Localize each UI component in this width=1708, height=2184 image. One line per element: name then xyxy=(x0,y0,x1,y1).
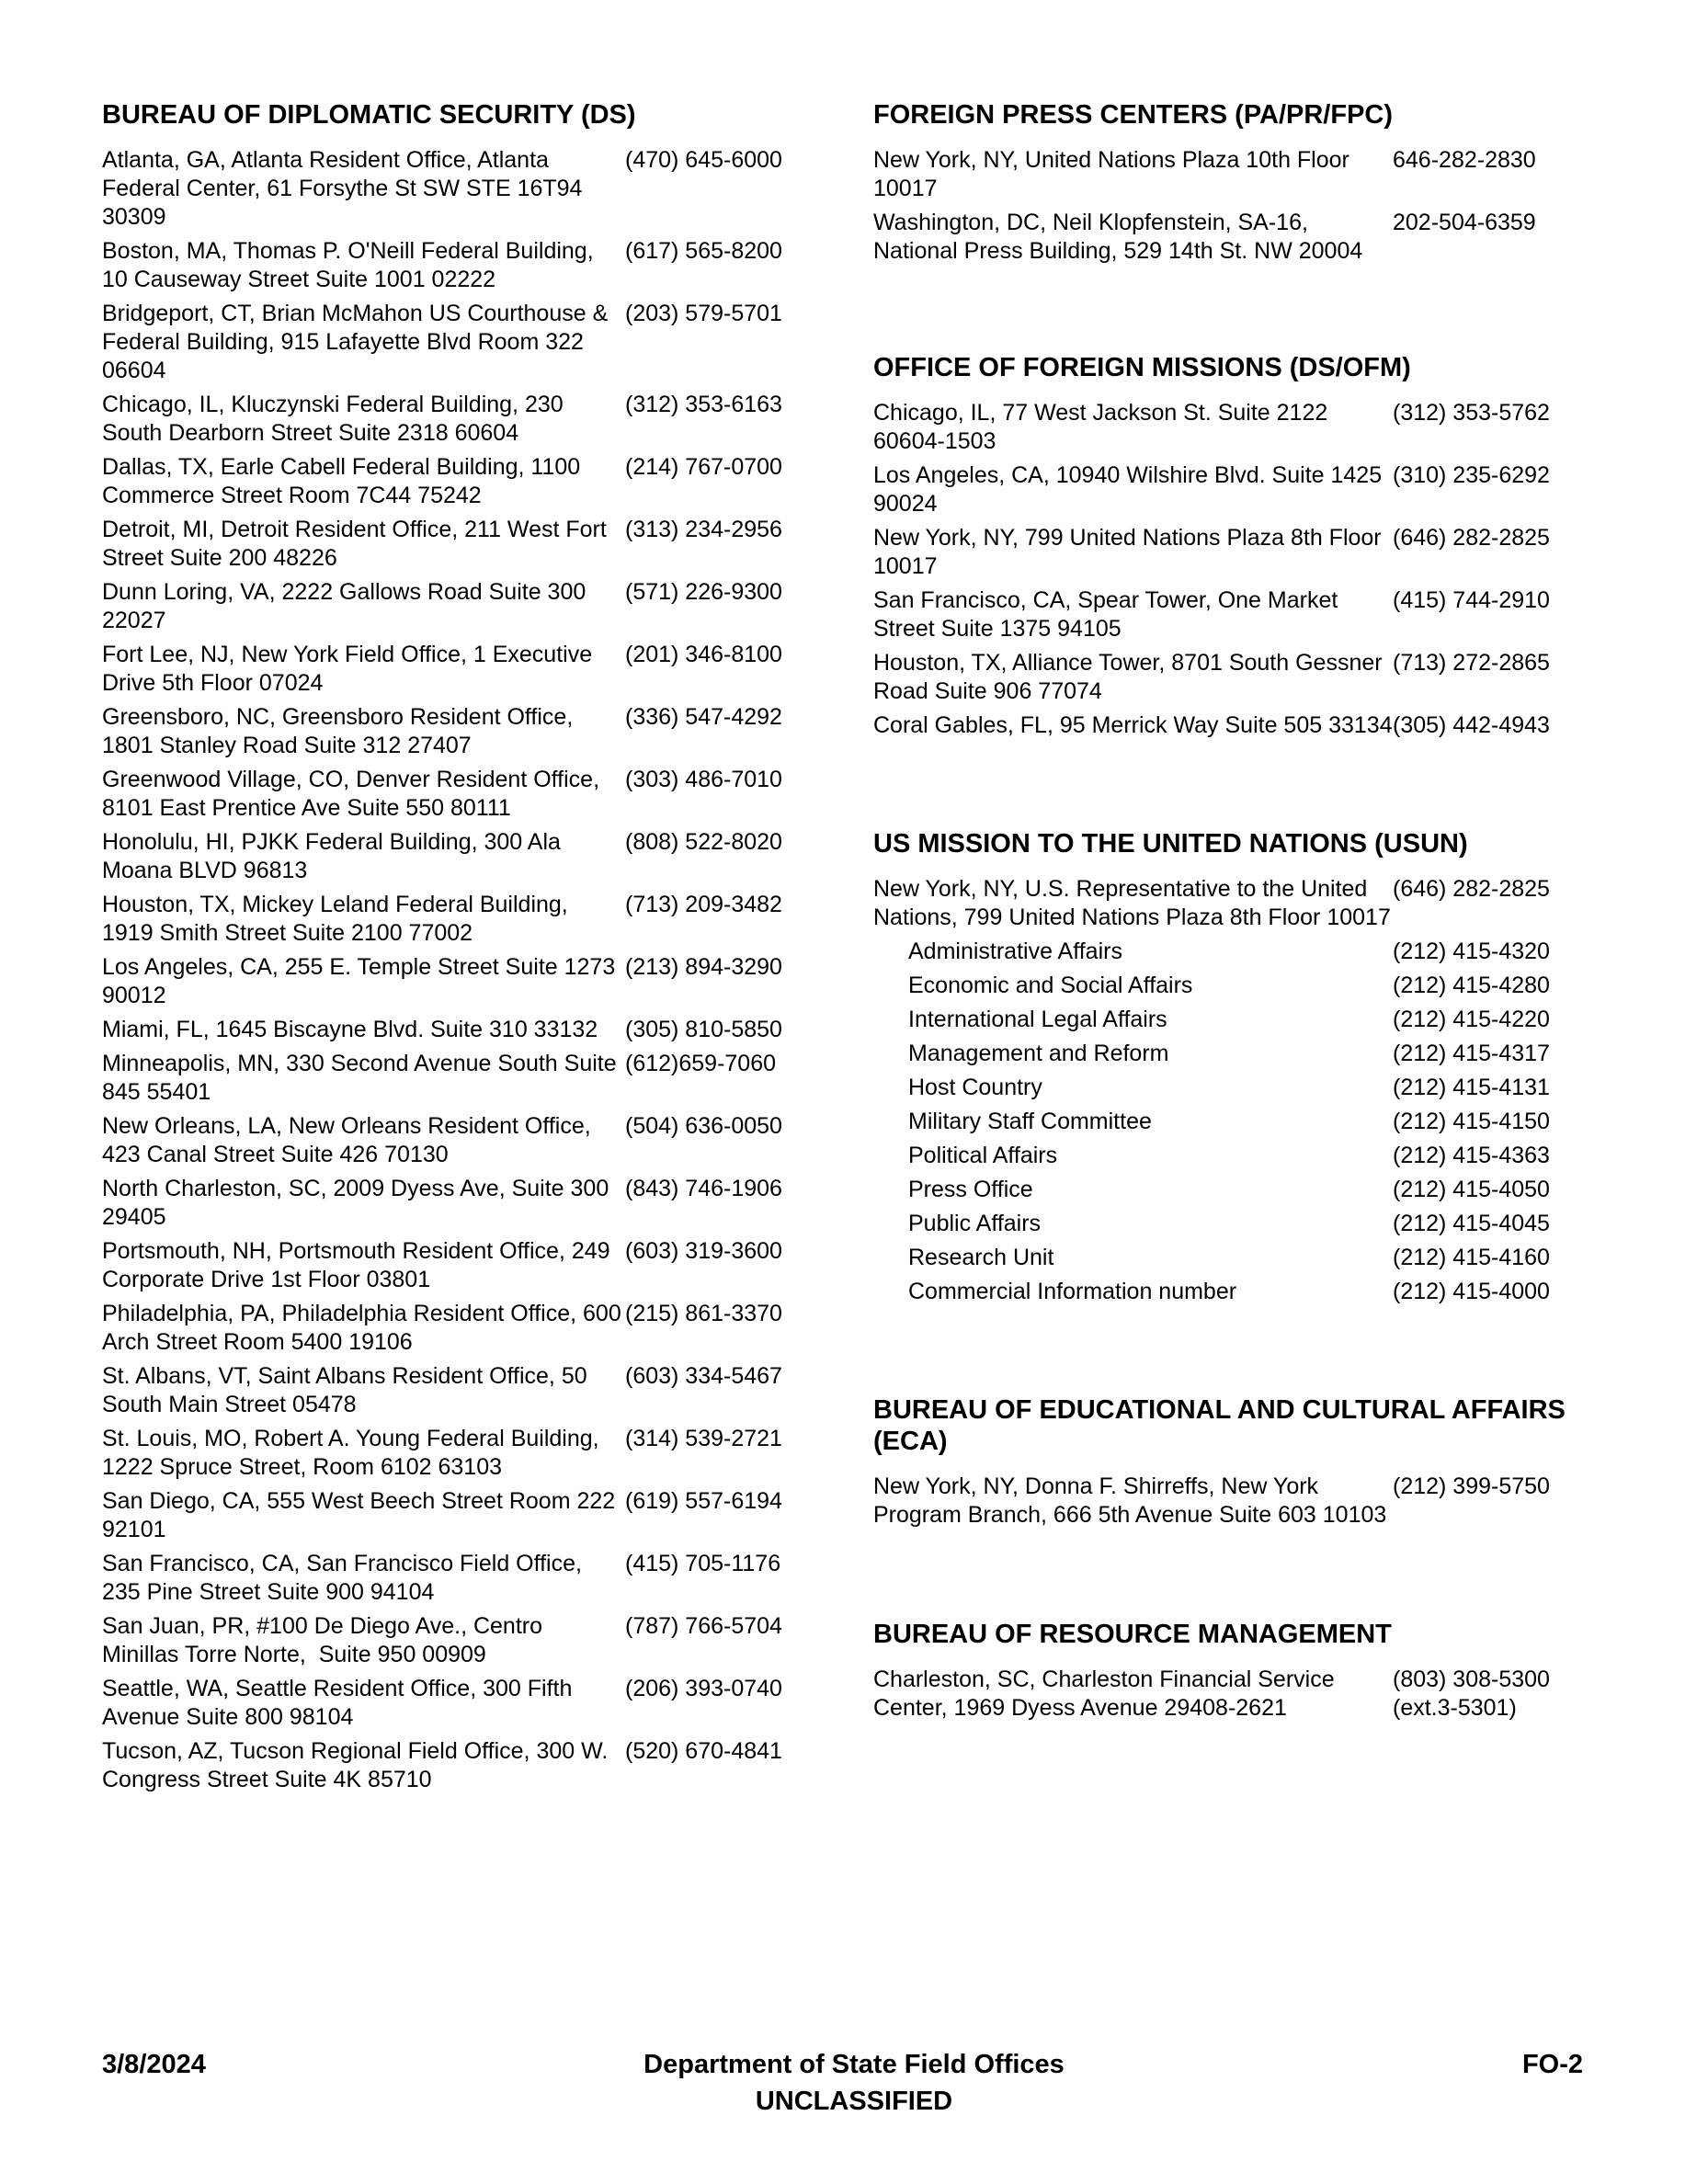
footer-page-number: FO-2 xyxy=(1521,2050,1583,2079)
office-phone: (314) 539-2721 xyxy=(625,1426,782,1451)
office-entry xyxy=(102,1737,801,1794)
section-title: FOREIGN PRESS CENTERS (PA/PR/FPC) xyxy=(873,100,1394,130)
office-phone: (310) 235-6292 xyxy=(1393,462,1550,488)
office-entry xyxy=(102,953,801,1010)
office-entry xyxy=(102,391,801,448)
subentry-list xyxy=(873,938,1572,1306)
office-phone: (336) 547-4292 xyxy=(625,704,782,730)
office-address: Charleston, SC, Charleston Financial Service Center, 1969 Dyess Avenue 29408-2621 xyxy=(873,1666,1341,1721)
office-phone: (470) 645-6000 xyxy=(625,147,782,173)
office-address: Detroit, MI, Detroit Resident Office, 211 West Fort Street Suite 200 48226 xyxy=(102,517,613,571)
office-entry xyxy=(102,453,801,510)
section-title: BUREAU OF RESOURCE MANAGEMENT xyxy=(873,1620,1392,1649)
department-name: Research Unit xyxy=(908,1245,1054,1270)
office-address: Bridgeport, CT, Brian McMahon US Courthouse & Federal Building, 915 Lafayette Blvd Room 322 06604 xyxy=(102,301,615,383)
department-name: Host Country xyxy=(908,1075,1042,1100)
office-phone: (603) 334-5467 xyxy=(625,1363,782,1389)
entry-list xyxy=(873,1666,1572,1723)
office-entry xyxy=(873,524,1572,581)
department-entry xyxy=(873,1278,1572,1306)
office-phone: (312) 353-6163 xyxy=(625,392,782,417)
office-entry xyxy=(102,1425,801,1482)
department-entry xyxy=(873,1176,1572,1204)
office-address: Honolulu, HI, PJKK Federal Building, 300 Ala Moana BLVD 96813 xyxy=(102,829,567,883)
office-entry xyxy=(102,891,801,948)
office-phone: (305) 810-5850 xyxy=(625,1017,782,1042)
office-address: St. Albans, VT, Saint Albans Resident Office, 50 South Main Street 05478 xyxy=(102,1363,594,1417)
office-entry xyxy=(102,1112,801,1169)
office-entry xyxy=(102,1016,801,1044)
section-title: BUREAU OF DIPLOMATIC SECURITY (DS) xyxy=(102,100,636,130)
department-phone: (212) 415-4050 xyxy=(1393,1177,1550,1202)
office-address: Minneapolis, MN, 330 Second Avenue South Suite 845 55401 xyxy=(102,1051,623,1105)
office-phone: (212) 399-5750 xyxy=(1393,1473,1550,1499)
footer-date: 3/8/2024 xyxy=(102,2050,206,2079)
office-phone: (617) 565-8200 xyxy=(625,238,782,264)
department-name: Economic and Social Affairs xyxy=(908,973,1193,998)
office-address: Coral Gables, FL, 95 Merrick Way Suite 505 33134 xyxy=(873,712,1393,738)
department-entry xyxy=(873,938,1572,966)
department-phone: (212) 415-4045 xyxy=(1393,1211,1550,1236)
department-entry xyxy=(873,1142,1572,1170)
entry-list xyxy=(873,399,1572,740)
footer-classification: UNCLASSIFIED xyxy=(755,2087,953,2116)
office-address: Tucson, AZ, Tucson Regional Field Office, 300 W. Congress Street Suite 4K 85710 xyxy=(102,1738,615,1792)
office-entry xyxy=(102,1300,801,1357)
office-phone: (312) 353-5762 xyxy=(1393,400,1550,426)
office-address: Miami, FL, 1645 Biscayne Blvd. Suite 310 33132 xyxy=(102,1017,598,1042)
office-phone: (603) 319-3600 xyxy=(625,1238,782,1264)
office-phone: (646) 282-2825 xyxy=(1393,876,1550,902)
office-entry xyxy=(102,1675,801,1732)
office-phone: (201) 346-8100 xyxy=(625,642,782,667)
office-phone: (206) 393-0740 xyxy=(625,1676,782,1701)
office-entry xyxy=(873,586,1572,643)
office-address: Chicago, IL, 77 West Jackson St. Suite 2122 60604-1503 xyxy=(873,400,1335,454)
office-address: St. Louis, MO, Robert A. Young Federal Building, 1222 Spruce Street, Room 6102 63103 xyxy=(102,1426,606,1480)
office-address: Dallas, TX, Earle Cabell Federal Building, 1100 Commerce Street Room 7C44 75242 xyxy=(102,454,587,508)
office-entry xyxy=(102,703,801,760)
department-name: Political Affairs xyxy=(908,1143,1058,1168)
office-address: Seattle, WA, Seattle Resident Office, 300 Fifth Avenue Suite 800 98104 xyxy=(102,1676,577,1730)
office-address: San Francisco, CA, San Francisco Field Office, 235 Pine Street Suite 900 94104 xyxy=(102,1551,588,1605)
footer-center xyxy=(0,2046,1708,2120)
office-phone: (305) 442-4943 xyxy=(1393,712,1550,738)
office-address: Portsmouth, NH, Portsmouth Resident Office, 249 Corporate Drive 1st Floor 03801 xyxy=(102,1238,617,1292)
entry-list xyxy=(873,1473,1572,1530)
section-title: BUREAU OF EDUCATIONAL AND CULTURAL AFFAIRS (ECA) xyxy=(873,1395,1566,1456)
department-phone: (212) 415-4220 xyxy=(1393,1007,1550,1032)
office-entry xyxy=(873,146,1572,203)
department-phone: (212) 415-4160 xyxy=(1393,1245,1550,1270)
office-phone: (313) 234-2956 xyxy=(625,517,782,542)
department-name: Management and Reform xyxy=(908,1041,1169,1066)
department-name: Public Affairs xyxy=(908,1211,1042,1236)
office-phone: (843) 746-1906 xyxy=(625,1176,782,1201)
office-entry xyxy=(102,828,801,885)
office-phone: (646) 282-2825 xyxy=(1393,525,1550,551)
office-address: Los Angeles, CA, 10940 Wilshire Blvd. Suite 1425 90024 xyxy=(873,462,1389,517)
office-entry xyxy=(102,766,801,823)
office-phone: (803) 308-5300 (ext.3-5301) xyxy=(1393,1666,1550,1721)
department-phone: (212) 415-4363 xyxy=(1393,1143,1550,1168)
office-entry xyxy=(102,578,801,635)
office-phone: (571) 226-9300 xyxy=(625,579,782,605)
department-phone: (212) 415-4000 xyxy=(1393,1279,1550,1304)
office-entry xyxy=(873,649,1572,706)
office-phone: (303) 486-7010 xyxy=(625,767,782,792)
office-phone: (713) 209-3482 xyxy=(625,892,782,917)
office-address: Houston, TX, Mickey Leland Federal Building, 1919 Smith Street Suite 2100 77002 xyxy=(102,892,575,946)
office-phone: (214) 767-0700 xyxy=(625,454,782,480)
footer-title: Department of State Field Offices xyxy=(643,2050,1065,2079)
department-phone: (212) 415-4131 xyxy=(1393,1075,1550,1100)
office-phone: (415) 705-1176 xyxy=(625,1551,781,1576)
office-entry xyxy=(873,875,1572,932)
office-entry xyxy=(102,1362,801,1419)
office-entry xyxy=(102,1175,801,1232)
office-entry xyxy=(102,237,801,294)
office-address: San Francisco, CA, Spear Tower, One Market Street Suite 1375 94105 xyxy=(873,587,1345,642)
department-phone: (212) 415-4320 xyxy=(1393,938,1550,964)
office-phone: (213) 894-3290 xyxy=(625,954,782,980)
office-phone: (504) 636-0050 xyxy=(625,1113,782,1139)
office-entry xyxy=(102,146,801,232)
department-entry xyxy=(873,1108,1572,1136)
office-phone: (787) 766-5704 xyxy=(625,1613,782,1639)
office-address: Washington, DC, Neil Klopfenstein, SA-16, National Press Building, 529 14th St. NW 20004 xyxy=(873,210,1363,264)
office-phone: 202-504-6359 xyxy=(1393,210,1536,235)
office-address: New York, NY, 799 United Nations Plaza 8th Floor 10017 xyxy=(873,525,1388,579)
department-name: Press Office xyxy=(908,1177,1033,1202)
department-name: Administrative Affairs xyxy=(908,938,1122,964)
department-entry xyxy=(873,1244,1572,1272)
section-us-mission-un xyxy=(873,828,1572,1312)
office-entry xyxy=(102,641,801,698)
department-name: International Legal Affairs xyxy=(908,1007,1167,1032)
section-foreign-press-centers xyxy=(873,99,1572,271)
office-address: Greenwood Village, CO, Denver Resident Office, 8101 East Prentice Ave Suite 550 80111 xyxy=(102,767,606,821)
office-entry xyxy=(102,1237,801,1294)
department-phone: (212) 415-4317 xyxy=(1393,1041,1550,1066)
office-phone: (520) 670-4841 xyxy=(625,1738,782,1764)
office-address: Fort Lee, NJ, New York Field Office, 1 Executive Drive 5th Floor 07024 xyxy=(102,642,599,696)
entry-list xyxy=(873,146,1572,266)
office-phone: (808) 522-8020 xyxy=(625,829,782,855)
office-entry xyxy=(873,209,1572,266)
office-address: Houston, TX, Alliance Tower, 8701 South Gessner Road Suite 906 77074 xyxy=(873,650,1389,704)
section-title: OFFICE OF FOREIGN MISSIONS (DS/OFM) xyxy=(873,353,1411,382)
office-address: Dunn Loring, VA, 2222 Gallows Road Suite 300 22027 xyxy=(102,579,593,633)
office-phone: (612)659-7060 xyxy=(625,1051,777,1076)
section-title: US MISSION TO THE UNITED NATIONS (USUN) xyxy=(873,829,1468,859)
office-address: New York, NY, United Nations Plaza 10th Floor 10017 xyxy=(873,147,1356,201)
department-entry xyxy=(873,1006,1572,1034)
office-phone: 646-282-2830 xyxy=(1393,147,1536,173)
section-foreign-missions xyxy=(873,352,1572,745)
entry-list xyxy=(102,146,801,1794)
office-phone: (203) 579-5701 xyxy=(625,301,782,326)
office-entry xyxy=(873,1666,1572,1723)
office-entry xyxy=(102,516,801,573)
section-resource-management xyxy=(873,1619,1572,1728)
office-phone: (619) 557-6194 xyxy=(625,1488,782,1514)
office-phone: (415) 744-2910 xyxy=(1393,587,1550,613)
office-address: Los Angeles, CA, 255 E. Temple Street Suite 1273 90012 xyxy=(102,954,622,1008)
office-entry xyxy=(873,711,1572,740)
office-address: Philadelphia, PA, Philadelphia Resident Office, 600 Arch Street Room 5400 19106 xyxy=(102,1301,627,1355)
department-entry xyxy=(873,972,1572,1000)
office-entry xyxy=(102,1050,801,1107)
office-entry xyxy=(102,1612,801,1669)
department-entry xyxy=(873,1040,1572,1068)
office-entry xyxy=(873,1473,1572,1530)
office-address: Atlanta, GA, Atlanta Resident Office, Atlanta Federal Center, 61 Forsythe St SW STE 16T94 30309 xyxy=(102,147,589,230)
office-address: North Charleston, SC, 2009 Dyess Ave, Suite 300 29405 xyxy=(102,1176,616,1230)
office-phone: (215) 861-3370 xyxy=(625,1301,782,1326)
department-name: Military Staff Committee xyxy=(908,1109,1152,1134)
entry-list xyxy=(873,875,1572,932)
department-entry xyxy=(873,1074,1572,1102)
office-address: San Diego, CA, 555 West Beech Street Room 222 92101 xyxy=(102,1488,622,1542)
office-address: Greensboro, NC, Greensboro Resident Office, 1801 Stanley Road Suite 312 27407 xyxy=(102,704,580,758)
department-entry xyxy=(873,1210,1572,1238)
office-address: Chicago, IL, Kluczynski Federal Building, 230 South Dearborn Street Suite 2318 60604 xyxy=(102,392,570,446)
office-entry xyxy=(873,461,1572,518)
office-address: New Orleans, LA, New Orleans Resident Office, 423 Canal Street Suite 426 70130 xyxy=(102,1113,598,1167)
office-address: Boston, MA, Thomas P. O'Neill Federal Building, 10 Causeway Street Suite 1001 02222 xyxy=(102,238,600,292)
office-entry xyxy=(102,300,801,385)
office-entry xyxy=(102,1550,801,1607)
office-address: San Juan, PR, #100 De Diego Ave., Centro Minillas Torre Norte, Suite 950 00909 xyxy=(102,1613,549,1667)
department-phone: (212) 415-4280 xyxy=(1393,973,1550,998)
office-phone: (713) 272-2865 xyxy=(1393,650,1550,676)
office-entry xyxy=(102,1487,801,1544)
office-address: New York, NY, U.S. Representative to the United Nations, 799 United Nations Plaza 8th Floor 10017 xyxy=(873,876,1391,930)
section-diplomatic-security xyxy=(102,99,801,1800)
department-name: Commercial Information number xyxy=(908,1279,1237,1304)
section-educational-cultural-affairs xyxy=(873,1394,1572,1535)
department-phone: (212) 415-4150 xyxy=(1393,1109,1550,1134)
office-entry xyxy=(873,399,1572,456)
office-address: New York, NY, Donna F. Shirreffs, New York Program Branch, 666 5th Avenue Suite 603 10103 xyxy=(873,1473,1387,1528)
